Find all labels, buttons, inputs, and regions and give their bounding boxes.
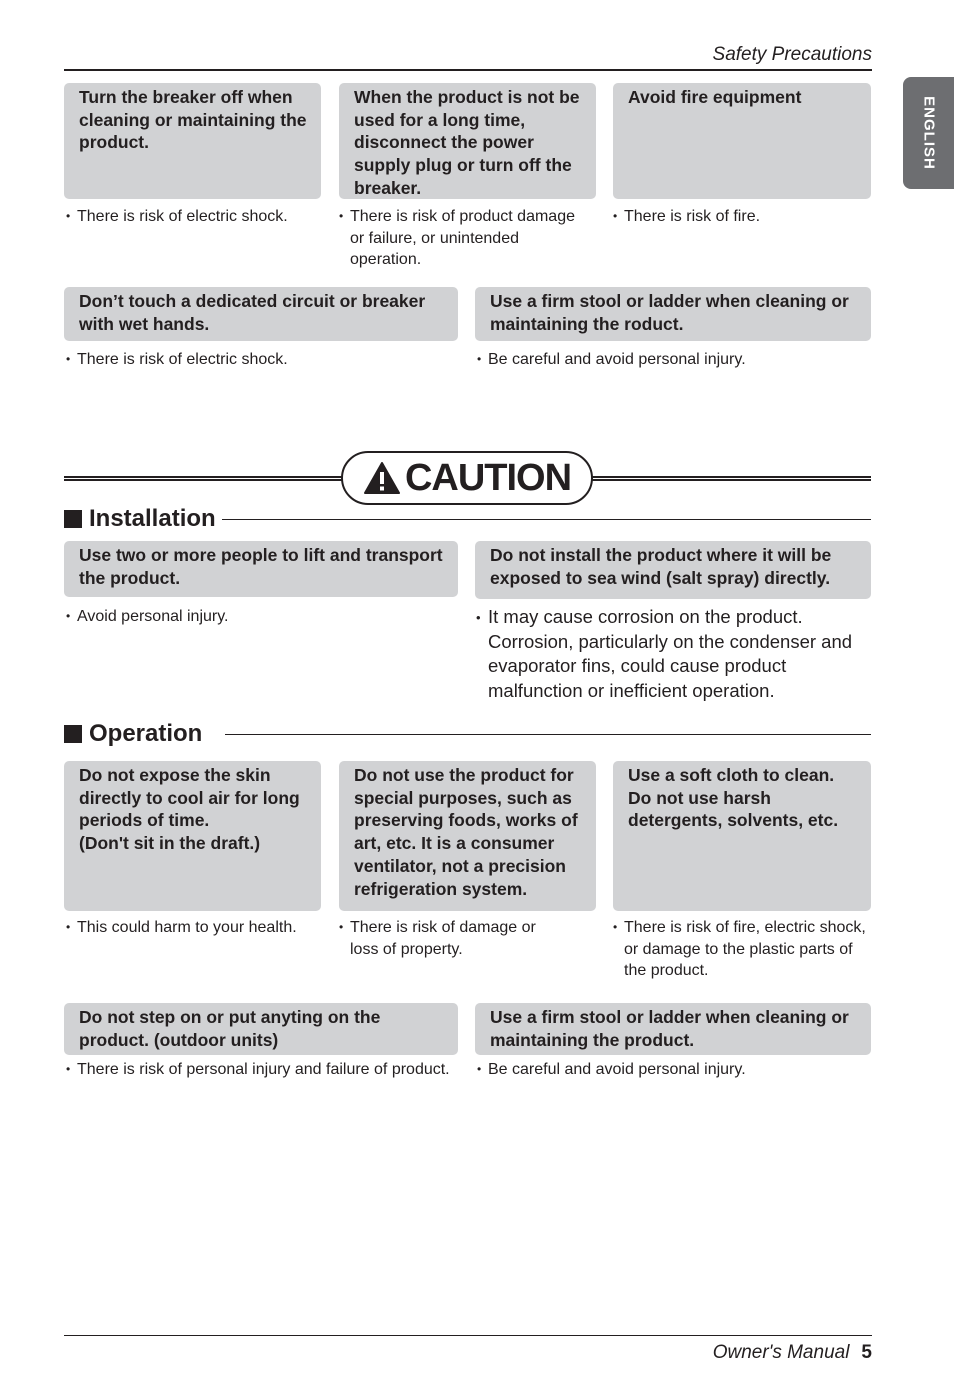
header-title: Safety Precautions — [712, 44, 872, 65]
note-text: Be careful and avoid personal injury. — [488, 1061, 746, 1078]
install-note-lift: • Avoid personal injury. — [66, 608, 229, 625]
operation-note-stool: • Be careful and avoid personal injury. — [477, 1061, 746, 1078]
note-text: There is risk of fire, electric shock, or damage to the plastic parts of the product. — [624, 919, 866, 979]
warning-note-long-time: • There is risk of product damage or failure, or unintended operation. — [339, 208, 575, 268]
header-rule — [64, 69, 872, 71]
operation-box-cool-air-extra: (Don't sit in the draft.) — [79, 833, 261, 854]
footer — [600, 1342, 872, 1364]
warning-triangle-icon — [363, 461, 401, 495]
operation-box-stool: Use a firm stool or ladder when cleaning or maintaining the product. — [475, 1003, 871, 1055]
note-text: Be careful and avoid personal injury. — [488, 351, 746, 368]
operation-title: Operation — [89, 720, 203, 747]
note-text: This could harm to your health. — [77, 919, 297, 936]
operation-note-cool-air: • This could harm to your health. — [66, 919, 297, 936]
caution-rule-left — [64, 476, 344, 481]
warning-box-long-time: When the product is not be used for a long time, disconnect the power supply plug or turn off the breaker. — [339, 83, 596, 199]
footer-rule — [64, 1335, 872, 1336]
note-text: There is risk of fire. — [624, 208, 761, 225]
warning-box-wet-hands: Don’t touch a dedicated circuit or breaker with wet hands. — [64, 287, 458, 341]
operation-box-cool-air — [64, 761, 321, 911]
note-text: There is risk of personal injury and failure of product. — [77, 1061, 450, 1078]
note-text: It may cause corrosion on the product. Corrosion, particularly on the condenser and evaporator fins, could cause product malfunction or inefficient operation. — [488, 606, 853, 701]
operation-note-soft-cloth: • There is risk of fire, electric shock, or damage to the plastic parts of the product. — [613, 919, 866, 979]
install-box-lift: Use two or more people to lift and transport the product. — [64, 541, 458, 597]
caution-rule-right — [590, 476, 871, 481]
section-square-icon — [64, 725, 82, 743]
note-text: There is risk of electric shock. — [77, 208, 288, 225]
warning-note-wet-hands: • There is risk of electric shock. — [66, 351, 288, 368]
language-tab — [903, 77, 954, 189]
operation-note-step-on: • There is risk of personal injury and failure of product. — [66, 1061, 450, 1078]
footer-label: Owner's Manual — [712, 1342, 850, 1363]
install-box-sea-wind: Do not install the product where it will be exposed to sea wind (salt spray) directly. — [475, 541, 871, 599]
warning-note-breaker: • There is risk of electric shock. — [66, 208, 288, 225]
warning-note-stool: • Be careful and avoid personal injury. — [477, 351, 746, 368]
installation-title: Installation — [89, 505, 216, 532]
warning-box-stool: Use a firm stool or ladder when cleaning or maintaining the roduct. — [475, 287, 871, 341]
operation-box-soft-cloth: Use a soft cloth to clean. Do not use harsh detergents, solvents, etc. — [613, 761, 871, 911]
warning-box-fire: Avoid fire equipment — [613, 83, 871, 199]
installation-heading — [64, 505, 216, 533]
operation-note-special-purposes: • There is risk of damage or loss of property. — [339, 919, 536, 958]
note-text: There is risk of product damage or failure, or unintended operation. — [350, 208, 575, 268]
note-text: There is risk of damage or loss of property. — [350, 919, 536, 958]
operation-box-step-on: Do not step on or put anyting on the product. (outdoor units) — [64, 1003, 458, 1055]
operation-rule — [225, 734, 871, 735]
warning-note-fire: • There is risk of fire. — [613, 208, 761, 225]
operation-box-special-purposes: Do not use the product for special purposes, such as preserving foods, works of art, etc. It is a consumer ventilator, not a precision refrigeration system. — [339, 761, 596, 911]
note-text: There is risk of electric shock. — [77, 351, 288, 368]
warning-box-breaker: Turn the breaker off when cleaning or maintaining the product. — [64, 83, 321, 199]
section-square-icon — [64, 510, 82, 528]
operation-heading — [64, 720, 202, 748]
caution-label: CAUTION — [404, 457, 572, 499]
language-tab-label: ENGLISH — [920, 96, 937, 170]
install-note-sea-wind: • It may cause corrosion on the product. Corrosion, particularly on the condenser and evaporator fins, could cause product malfunction or inefficient operation. — [476, 606, 853, 701]
operation-box-cool-air-text: Do not expose the skin directly to cool air for long periods of time. — [79, 765, 300, 831]
installation-rule — [222, 519, 871, 520]
note-text: Avoid personal injury. — [77, 608, 229, 625]
caution-badge — [341, 451, 593, 505]
page-number: 5 — [861, 1342, 872, 1363]
